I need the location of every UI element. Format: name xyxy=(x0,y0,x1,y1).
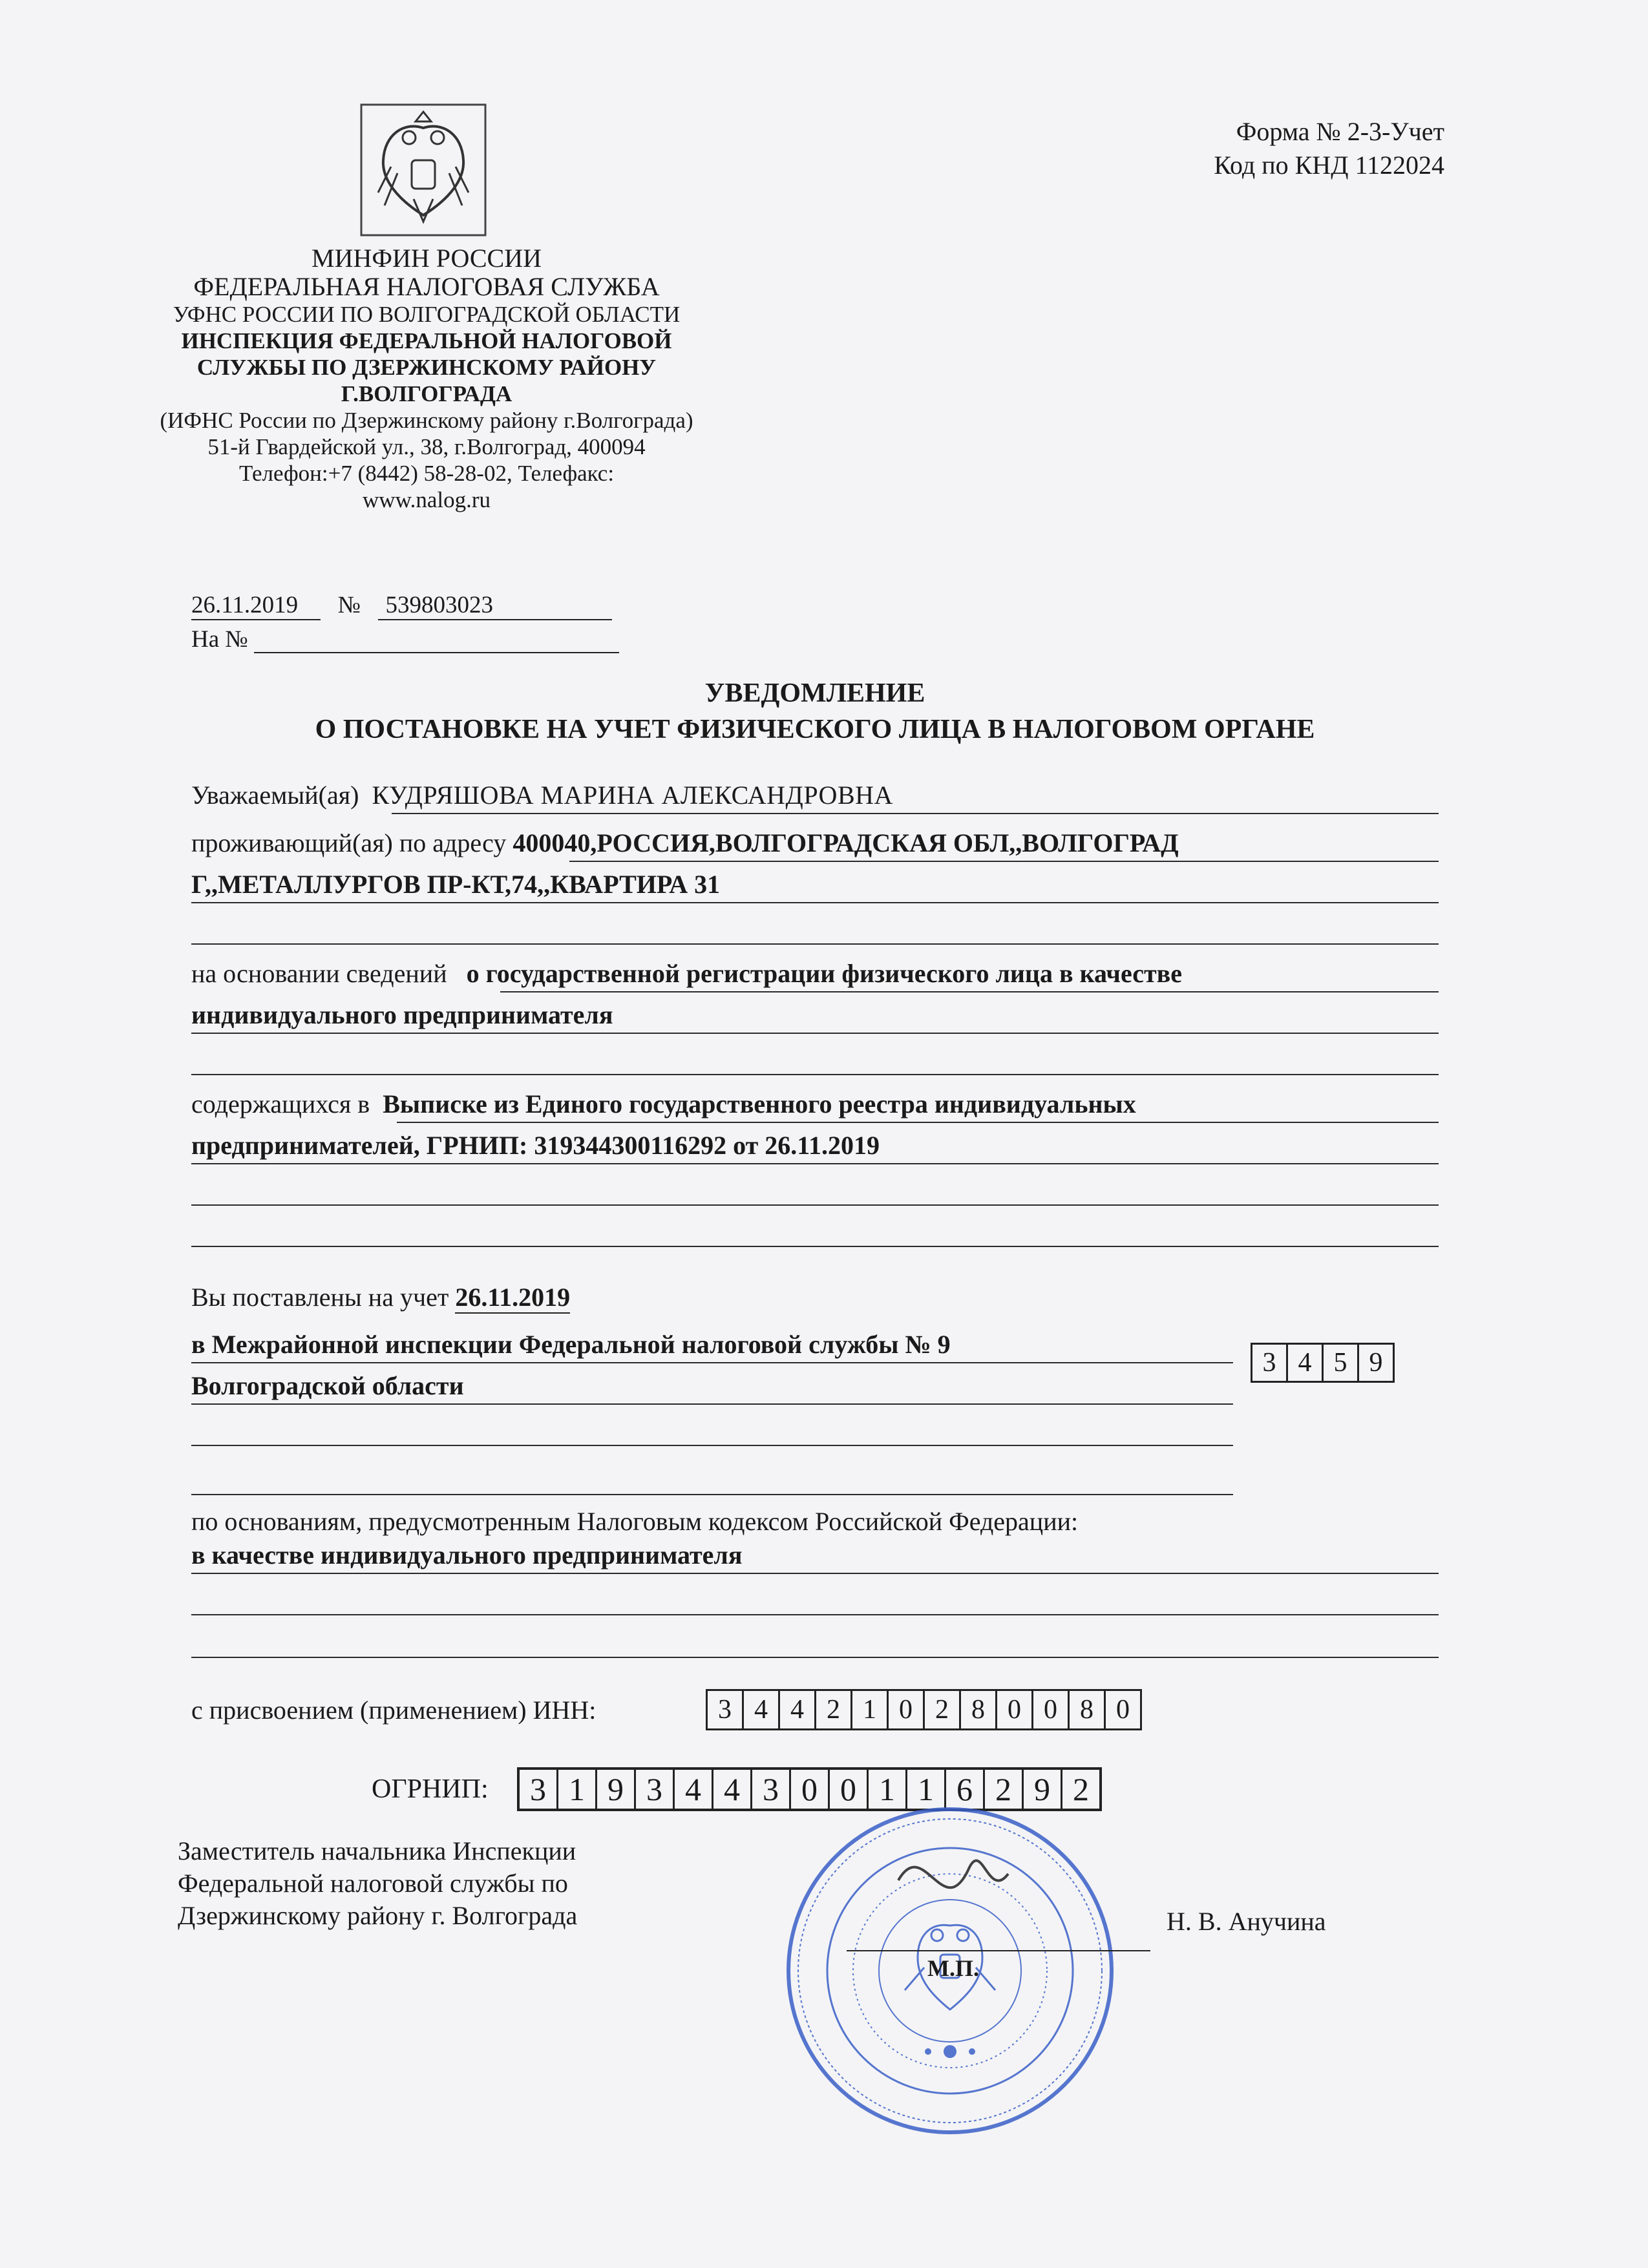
inn-digit: 0 xyxy=(889,1691,925,1728)
position-line-2: Федеральной налоговой службы по xyxy=(178,1869,568,1898)
document-number: 539803023 xyxy=(378,591,612,620)
ogrnip-label: ОГРНИП: xyxy=(372,1774,489,1804)
ogrnip-digit: 0 xyxy=(791,1770,830,1809)
issuer-header xyxy=(155,244,698,513)
number-label: № xyxy=(337,592,361,618)
inn-digit: 2 xyxy=(925,1691,961,1728)
regional-office: УФНС РОССИИ ПО ВОЛГОГРАДСКОЙ ОБЛАСТИ xyxy=(173,302,681,327)
basis-line-2: индивидуального предпринимателя xyxy=(191,1000,613,1029)
inn-digit: 2 xyxy=(816,1691,852,1728)
address-line-1: 400040,РОССИЯ,ВОЛГОГРАДСКАЯ ОБЛ,,ВОЛГОГРАД xyxy=(512,828,1179,857)
authority-line-1: в Межрайонной инспекции Федеральной налоговой службы № 9 xyxy=(191,1330,951,1359)
inspection-address: 51-й Гвардейской ул., 38, г.Волгоград, 400094 xyxy=(207,434,646,459)
reply-label: На № xyxy=(191,626,248,653)
document-title xyxy=(191,675,1439,748)
inspection-short-name: (ИФНС России по Дзержинскому району г.Волгограда) xyxy=(160,408,693,433)
contained-label: содержащихся в xyxy=(191,1089,370,1118)
ogrnip-digit: 3 xyxy=(752,1770,791,1809)
registered-row xyxy=(191,1276,773,1318)
inn-digit: 4 xyxy=(744,1691,780,1728)
registered-label: Вы поставлены на учет xyxy=(191,1283,449,1312)
greeting-label: Уважаемый(ая) xyxy=(191,781,359,810)
authority-row-1 xyxy=(191,1322,1233,1363)
inspection-name-1: ИНСПЕКЦИЯ ФЕДЕРАЛЬНОЙ НАЛОГОВОЙ xyxy=(181,328,672,353)
contained-line-2: предпринимателей, ГРНИП: 319344300116292 от 26.11.2019 xyxy=(191,1131,880,1160)
grounds-row-1 xyxy=(191,1533,1439,1574)
ogrnip-digit: 0 xyxy=(830,1770,869,1809)
contained-row-1 xyxy=(191,1082,1439,1123)
registered-date: 26.11.2019 xyxy=(455,1282,570,1314)
inspection-website: www.nalog.ru xyxy=(363,487,491,512)
address-line-2: Г,,МЕТАЛЛУРГОВ ПР-КТ,74,,КВАРТИРА 31 xyxy=(191,870,721,899)
authority-row-4 xyxy=(191,1454,1233,1495)
service-name: ФЕДЕРАЛЬНАЯ НАЛОГОВАЯ СЛУЖБА xyxy=(193,272,660,301)
inn-digit: 3 xyxy=(708,1691,744,1728)
basis-row-3 xyxy=(191,1034,1439,1075)
inn-digit-boxes xyxy=(706,1689,1142,1730)
inn-digit: 0 xyxy=(997,1691,1033,1728)
ogrnip-digit: 6 xyxy=(946,1770,985,1809)
knd-code: Код по КНД 1122024 xyxy=(1214,151,1444,180)
grounds-row-2 xyxy=(191,1574,1439,1615)
document-date: 26.11.2019 xyxy=(191,591,321,620)
signature-line xyxy=(847,1950,1150,1951)
ogrnip-digit: 4 xyxy=(675,1770,713,1809)
authority-code-boxes xyxy=(1251,1343,1395,1383)
ogrnip-digit: 9 xyxy=(597,1770,636,1809)
reply-number-field xyxy=(254,627,619,653)
contained-row-3 xyxy=(191,1164,1439,1206)
authority-code-digit: 3 xyxy=(1252,1345,1288,1381)
seal-mark: М.П. xyxy=(927,1955,979,1981)
authority-row-2 xyxy=(191,1363,1233,1405)
address-row-2 xyxy=(191,862,1439,903)
ogrnip-digit: 1 xyxy=(907,1770,946,1809)
ogrnip-digit: 1 xyxy=(869,1770,907,1809)
inspection-name-3: Г.ВОЛГОГРАДА xyxy=(341,381,512,406)
basis-line-1: о государственной регистрации физического лица в качестве xyxy=(466,959,1182,988)
position-line-3: Дзержинскому району г. Волгограда xyxy=(178,1901,578,1930)
ministry-name: МИНФИН РОССИИ xyxy=(312,244,542,273)
grounds-label: по основаниям, предусмотренным Налоговым кодексом Российской Федерации: xyxy=(191,1507,1079,1536)
signer-position xyxy=(178,1835,577,1932)
ogrnip-digit: 2 xyxy=(985,1770,1024,1809)
reply-reference xyxy=(191,625,619,653)
authority-code-digit: 4 xyxy=(1288,1345,1324,1381)
ogrnip-digit: 3 xyxy=(520,1770,558,1809)
position-line-1: Заместитель начальника Инспекции xyxy=(178,1836,576,1865)
contained-line-1: Выписке из Единого государственного реестра индивидуальных xyxy=(383,1089,1136,1118)
form-number: Форма № 2-3-Учет xyxy=(1236,117,1444,146)
inn-digit: 0 xyxy=(1116,1695,1130,1725)
authority-line-2: Волгоградской области xyxy=(191,1371,464,1400)
greeting-row xyxy=(191,773,1439,814)
inn-digit: 0 xyxy=(1033,1691,1070,1728)
address-label: проживающий(ая) по адресу xyxy=(191,828,507,857)
inn-label: с присвоением (применением) ИНН: xyxy=(191,1696,597,1725)
authority-code-digit: 5 xyxy=(1324,1345,1359,1381)
basis-row-2 xyxy=(191,992,1439,1034)
inn-digit: 4 xyxy=(780,1691,816,1728)
ogrnip-digit: 2 xyxy=(1073,1771,1089,1807)
inn-digit: 8 xyxy=(1070,1691,1106,1728)
title-line-2: О ПОСТАНОВКЕ НА УЧЕТ ФИЗИЧЕСКОГО ЛИЦА В НАЛОГОВОМ ОРГАНЕ xyxy=(315,715,1315,744)
ogrnip-digit: 1 xyxy=(558,1770,597,1809)
inspection-phone: Телефон:+7 (8442) 58-28-02, Телефакс: xyxy=(238,461,615,486)
address-row-1 xyxy=(191,821,1439,862)
grounds-row-3 xyxy=(191,1617,1439,1658)
document-reference xyxy=(191,591,612,620)
ogrnip-digit: 4 xyxy=(713,1770,752,1809)
inspection-name-2: СЛУЖБЫ ПО ДЗЕРЖИНСКОМУ РАЙОНУ xyxy=(196,355,657,380)
coat-of-arms-icon xyxy=(359,102,488,238)
title-line-1: УВЕДОМЛЕНИЕ xyxy=(704,678,925,708)
address-row-3 xyxy=(191,903,1439,945)
inn-row xyxy=(191,1688,708,1729)
contained-row-4 xyxy=(191,1206,1439,1247)
signer-name: Н. В. Анучина xyxy=(1167,1907,1326,1936)
authority-code-digit: 9 xyxy=(1369,1348,1383,1378)
authority-row-3 xyxy=(191,1405,1233,1446)
grounds-value: в качестве индивидуального предпринимателя xyxy=(191,1540,743,1570)
ogrnip-digit: 3 xyxy=(636,1770,675,1809)
basis-row-1 xyxy=(191,951,1439,992)
contained-row-2 xyxy=(191,1123,1439,1164)
inn-digit: 8 xyxy=(961,1691,997,1728)
form-info xyxy=(1214,115,1444,182)
basis-label: на основании сведений xyxy=(191,959,447,988)
ogrnip-digit: 9 xyxy=(1024,1770,1062,1809)
person-name: КУДРЯШОВА МАРИНА АЛЕКСАНДРОВНА xyxy=(372,781,893,810)
inn-digit: 1 xyxy=(852,1691,889,1728)
